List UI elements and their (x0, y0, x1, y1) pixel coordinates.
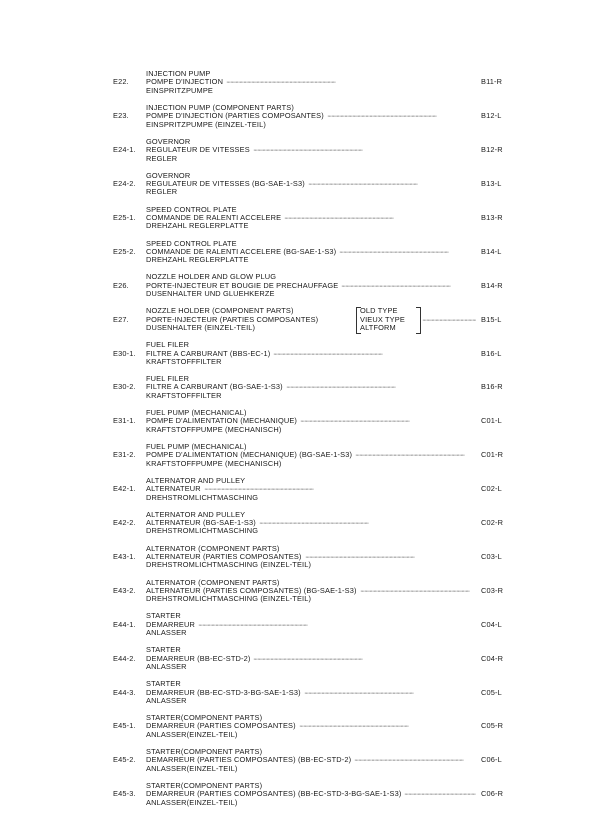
toc-entry-title-line: ALTERNATEUR (PARTIES COMPOSANTES) (146, 551, 302, 561)
toc-entry-code: E31-1. (113, 416, 136, 426)
toc-entry-title-line: STARTER (146, 611, 181, 621)
toc-entry-title-line: ALTERNATEUR (BG-SAE-1-S3) (146, 518, 256, 528)
toc-entry-title-line: REGULATEUR DE VITESSES (146, 145, 250, 155)
toc-entry-code: E30-2. (113, 382, 136, 392)
toc-entry-title-line: ANLASSER (146, 695, 187, 705)
toc-entry-title-line: STARTER(COMPONENT PARTS) (146, 713, 263, 723)
toc-entry-title-line: DEMARREUR (146, 619, 195, 629)
toc-entry-title-line: ANLASSER(EINZEL-TEIL) (146, 729, 238, 739)
type-label: OLD TYPE (360, 306, 398, 316)
toc-entry-page[interactable]: C05-L (481, 687, 502, 697)
toc-entry-title-line: PORTE-INJECTEUR (PARTIES COMPOSANTES) (146, 314, 319, 324)
toc-entry-page[interactable]: C05-R (481, 721, 504, 731)
leader-dots (341, 282, 476, 290)
toc-entry-title-line: STARTER (146, 645, 181, 655)
toc-entry-code: E45-1. (113, 721, 136, 731)
toc-entry-code: E23. (113, 111, 129, 121)
toc-entry-title-line: COMMANDE DE RALENTI ACCELERE (146, 212, 282, 222)
toc-entry-code: E26. (113, 280, 129, 290)
toc-entry-code: E24-2. (113, 179, 136, 189)
toc-entry-page[interactable]: B11-R (481, 77, 503, 87)
toc-entry-code: E45-3. (113, 789, 136, 799)
toc-entry-title-line: KRAFTSTOFFFILTER (146, 356, 222, 366)
toc-entry-title-line: DREHZAHL REGLERPLATTE (146, 255, 249, 265)
toc-entry-page[interactable]: C06-L (481, 755, 502, 765)
toc-entry-code: E43-2. (113, 585, 136, 595)
toc-entry-page[interactable]: B15-L (481, 314, 502, 324)
leader-dots (204, 485, 476, 493)
toc-entry-title-line: FUEL PUMP (MECHANICAL) (146, 441, 247, 451)
toc-entry-page[interactable]: B12-L (481, 111, 502, 121)
leader-dots (253, 146, 476, 154)
toc-entry-code: E43-1. (113, 551, 136, 561)
toc-entry-title-line: KRAFTSTOFFFILTER (146, 390, 222, 400)
toc-entry-title-line: NOZZLE HOLDER (COMPONENT PARTS) (146, 306, 294, 316)
toc-entry-page[interactable]: C02-R (481, 518, 504, 528)
toc-entry-title-line: DEMARREUR (PARTIES COMPOSANTES) (BB-EC-STD-2) (146, 755, 352, 765)
toc-entry-title-line: DREHSTROMLICHTMASCHING (146, 526, 259, 536)
leader-dots (354, 756, 476, 764)
leader-dots (300, 417, 476, 425)
toc-entry-title-line: STARTER(COMPONENT PARTS) (146, 747, 263, 756)
toc-entry-page[interactable]: B16-R (481, 382, 503, 392)
toc-entry-title-line: INJECTION PUMP (COMPONENT PARTS) (146, 102, 294, 112)
toc-entry-code: E45-2. (113, 755, 136, 765)
toc-entry-title-line: INJECTION PUMP (146, 69, 211, 78)
leader-dots (286, 383, 476, 391)
toc-entry-title-line: SPEED CONTROL PLATE (146, 204, 237, 214)
toc-entry-title-line: FUEL FILER (146, 340, 190, 350)
leader-dots (360, 587, 476, 595)
toc-entry-title-line: STARTER(COMPONENT PARTS) (146, 780, 263, 790)
leader-dots (355, 451, 476, 459)
toc-entry-page[interactable]: B16-L (481, 348, 502, 358)
leader-dots (327, 112, 476, 120)
toc-entry-title-line: FUEL PUMP (MECHANICAL) (146, 408, 247, 417)
leader-dots (299, 722, 476, 730)
toc-entry-title-line: ANLASSER(EINZEL-TEIL) (146, 763, 238, 773)
toc-entry-title-line: ALTERNATOR AND PULLEY (146, 475, 246, 485)
toc-entry-title-line: POMPE D'ALIMENTATION (MECHANIQUE) (146, 416, 298, 426)
toc-entry-code: E27. (113, 314, 129, 324)
toc-entry-code: E42-1. (113, 484, 136, 494)
toc-entry-title-line: DEMARREUR (PARTIES COMPOSANTES) (146, 721, 296, 731)
toc-entry-title-line: GOVERNOR (146, 136, 191, 146)
toc-entry-code: E24-1. (113, 145, 136, 155)
toc-entry-title-line: FUEL FILER (146, 374, 190, 384)
toc-entry-title-line: ANLASSER (146, 628, 187, 638)
toc-entry-page[interactable]: B14-L (481, 246, 502, 256)
leader-dots (305, 553, 476, 561)
toc-entry-page[interactable]: C02-L (481, 484, 502, 494)
toc-entry-code: E44-2. (113, 653, 136, 663)
toc-entry-title-line: DUSENHALTER (EINZEL-TEIL) (146, 323, 256, 333)
leader-dots (253, 655, 476, 663)
toc-entry-code: E30-1. (113, 348, 136, 358)
toc-entry-code: E31-2. (113, 450, 136, 460)
right-bracket (416, 307, 421, 334)
toc-entry-title-line: ALTERNATEUR (PARTIES COMPOSANTES) (BG-SAE-1-S3) (146, 585, 357, 595)
toc-entry-page[interactable]: C03-L (481, 551, 502, 561)
toc-entry-title-line: ALTERNATOR AND PULLEY (146, 509, 246, 519)
toc-entry-title-line: STARTER (146, 679, 181, 689)
toc-entry-title-line: EINSPRITZPUMPE (EINZEL-TEIL) (146, 119, 266, 129)
toc-entry-title-line: FILTRE A CARBURANT (BBS-EC-1) (146, 348, 271, 358)
toc-entry-page[interactable]: C01-R (481, 450, 504, 460)
toc-entry-title-line: KRAFTSTOFFPUMPE (MECHANISCH) (146, 458, 282, 468)
toc-entry-code: E22. (113, 77, 129, 87)
toc-entry-code: E44-1. (113, 619, 136, 629)
toc-entry-code: E44-3. (113, 687, 136, 697)
toc-entry-page[interactable]: C06-R (481, 789, 504, 799)
toc-entry-title-line: FILTRE A CARBURANT (BG-SAE-1-S3) (146, 382, 283, 392)
toc-entry-title-line: POMPE D'ALIMENTATION (MECHANIQUE) (BG-SAE-1-S3) (146, 450, 353, 460)
leader-dots (304, 689, 476, 697)
toc-entry-title-line: KRAFTSTOFFPUMPE (MECHANISCH) (146, 424, 282, 434)
leader-dots (404, 790, 476, 798)
toc-entry-title-line: GOVERNOR (146, 170, 191, 180)
toc-entry-page[interactable]: B12-R (481, 145, 503, 155)
toc-entry-title-line: POMPE D'INJECTION (PARTIES COMPOSANTES) (146, 111, 324, 121)
toc-entry-code: E42-2. (113, 518, 136, 528)
leader-dots (259, 519, 476, 527)
toc-entry-title-line: DREHZAHL REGLERPLATTE (146, 221, 249, 231)
toc-entry-page[interactable]: B13-R (481, 212, 503, 222)
type-label: ALTFORM (360, 323, 396, 333)
toc-entry-title-line: DEMARREUR (BB-EC-STD-3-BG-SAE-1-S3) (146, 687, 301, 697)
toc-entry-title-line: SPEED CONTROL PLATE (146, 238, 237, 248)
leader-dots (422, 316, 476, 324)
toc-entry-title-line: DREHSTROMLICHTMASCHING (146, 492, 259, 502)
toc-entry-title-line: ALTERNATEUR (146, 484, 201, 494)
toc-entry-title-line: ALTERNATOR (COMPONENT PARTS) (146, 543, 280, 553)
toc-entry-title-line: ANLASSER(EINZEL-TEIL) (146, 797, 238, 807)
leader-dots (308, 180, 476, 188)
toc-entry-title-line: DEMARREUR (BB-EC-STD-2) (146, 653, 251, 663)
toc-entry-code: E25-1. (113, 212, 136, 222)
toc-entry-title-line: NOZZLE HOLDER AND GLOW PLUG (146, 272, 277, 282)
toc-entry-title-line: EINSPRITZPUMPE (146, 85, 213, 95)
toc-entry-title-line: DUSENHALTER UND GLUEHKERZE (146, 289, 275, 299)
toc-entry-title-line: REGULATEUR DE VITESSES (BG-SAE-1-S3) (146, 179, 305, 189)
leader-dots (226, 78, 476, 86)
toc-entry-page[interactable]: C01-L (481, 416, 502, 426)
toc-entry-page[interactable]: B13-L (481, 179, 502, 189)
leader-dots (284, 214, 476, 222)
toc-entry-page[interactable]: C04-R (481, 653, 504, 663)
toc-entry-page[interactable]: B14-R (481, 280, 503, 290)
leader-dots (198, 621, 476, 629)
toc-entry-title-line: DEMARREUR (PARTIES COMPOSANTES) (BB-EC-STD-3-BG-SAE-1-S3) (146, 789, 402, 799)
toc-entry-title-line: POMPE D'INJECTION (146, 77, 224, 87)
toc-entry-title-line: REGLER (146, 187, 178, 197)
toc-entry-title-line: ALTERNATOR (COMPONENT PARTS) (146, 577, 280, 587)
toc-entry-title-line: DREHSTROMLICHTMASCHING (EINZEL-TEIL) (146, 560, 312, 570)
leader-dots (273, 350, 476, 358)
toc-entry-code: E25-2. (113, 246, 136, 256)
toc-entry-title-line: DREHSTROMLICHTMASCHING (EINZEL-TEIL) (146, 594, 312, 604)
type-label: VIEUX TYPE (360, 314, 405, 324)
toc-entry-page[interactable]: C04-L (481, 619, 502, 629)
toc-entry-title-line: PORTE-INJECTEUR ET BOUGIE DE PRECHAUFFAGE (146, 280, 339, 290)
toc-entry-page[interactable]: C03-R (481, 585, 504, 595)
toc-entry-title-line: ANLASSER (146, 662, 187, 672)
toc-entry-title-line: REGLER (146, 153, 178, 163)
toc-entry-title-line: COMMANDE DE RALENTI ACCELERE (BG-SAE-1-S3) (146, 246, 337, 256)
leader-dots (339, 248, 476, 256)
